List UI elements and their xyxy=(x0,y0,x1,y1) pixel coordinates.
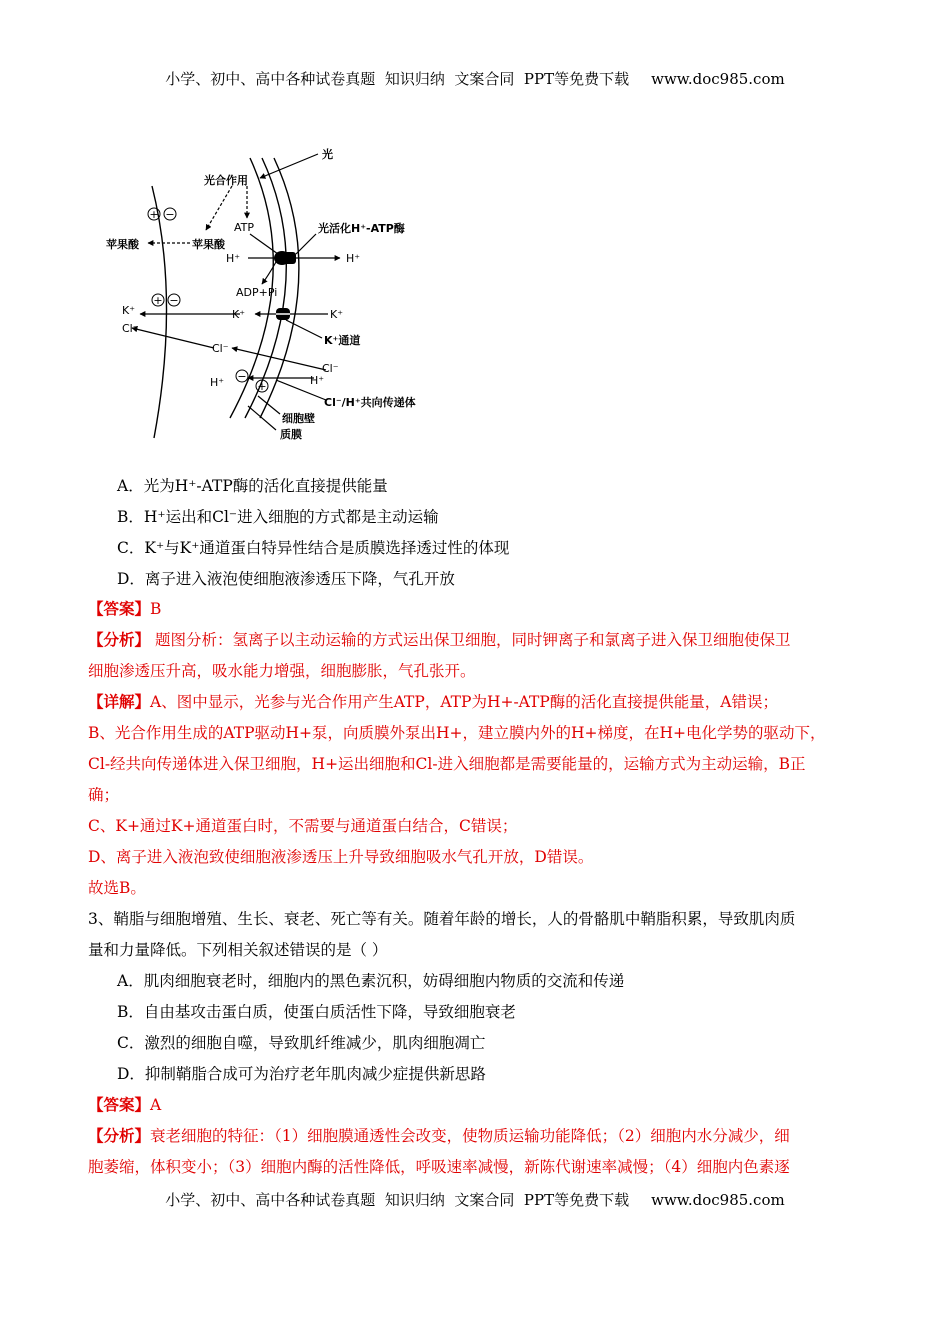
footer-url: www.doc985.com xyxy=(651,1191,785,1209)
label-atp: ATP xyxy=(234,221,255,234)
cl-in-arrow xyxy=(232,348,326,370)
label-cl-vacuole: Cl⁻ xyxy=(122,322,139,335)
vacuole-membrane-curve xyxy=(152,186,167,438)
q2-answer-line xyxy=(88,597,161,621)
q3-answer-tag: 【答案】 xyxy=(88,1095,151,1114)
q2-detail-line-6: D、离子进入液泡致使细胞液渗透压上升导致细胞吸水气孔开放，D错误。 xyxy=(88,848,594,866)
q3-stem-line-1: 3、鞘脂与细胞增殖、生长、衰老、死亡等有关。随着年龄的增长，人的骨骼肌中鞘脂积累，导致肌肉质 xyxy=(88,910,796,928)
label-k-channel: K⁺通道 xyxy=(324,334,361,347)
label-membrane: 质膜 xyxy=(280,428,302,441)
q2-analysis-line-2: 细胞渗透压升高，吸水能力增强，细胞膨胀，气孔张开。 xyxy=(88,662,476,680)
label-cl-outside: Cl⁻ xyxy=(322,362,339,375)
header-url: www.doc985.com xyxy=(651,70,785,88)
minus-charge-1: − xyxy=(165,208,175,221)
label-light: 光 xyxy=(322,148,333,161)
minus-charge-2: − xyxy=(169,294,179,307)
q2-option-b: B．H⁺运出和Cl⁻进入细胞的方式都是主动运输 xyxy=(117,508,439,526)
q2-analysis-line-1 xyxy=(88,628,790,652)
q3-answer-line xyxy=(88,1093,161,1117)
q2-detail-tag: 【详解】 xyxy=(88,692,151,711)
light-arrow xyxy=(260,154,318,178)
q2-detail-line-5: C、K+通过K+通道蛋白时，不需要与通道蛋白结合，C错误； xyxy=(88,817,518,835)
q2-answer-tag: 【答案】 xyxy=(88,599,151,618)
label-k-vacuole: K⁺ xyxy=(122,304,136,317)
page-footer xyxy=(0,1190,950,1210)
h-atpase-pump-body xyxy=(282,252,296,264)
minus-charge-3: − xyxy=(237,370,247,383)
q3-analysis-line-2: 胞萎缩，体积变小；（3）细胞内酶的活性降低，呼吸速率减慢，新陈代谢速率减慢；（4）细胞内色素逐 xyxy=(88,1158,790,1176)
label-photosynthesis: 光合作用 xyxy=(204,174,248,187)
footer-text: 小学、初中、高中各种试卷真题 知识归纳 文案合同 PPT等免费下载 xyxy=(165,1191,630,1209)
plus-charge-3: + xyxy=(257,380,267,393)
q2-analysis-tag: 【分析】 xyxy=(88,630,151,649)
q2-option-d: D．离子进入液泡使细胞液渗透压下降，气孔开放 xyxy=(117,570,455,588)
q3-option-a: A．肌肉细胞衰老时，细胞内的黑色素沉积，妨碍细胞内物质的交流和传递 xyxy=(117,972,625,990)
q2-detail-text-1: A、图中显示，光参与光合作用产生ATP，ATP为H+-ATP酶的活化直接提供能量，A错误； xyxy=(150,693,778,711)
label-k-outside: K⁺ xyxy=(330,308,344,321)
label-cell-wall: 细胞壁 xyxy=(282,412,315,425)
q2-detail-line-3: Cl-经共向传递体进入保卫细胞，H+运出细胞和Cl-进入细胞都是需要能量的，运输方式为主动运输，B正 xyxy=(88,755,806,773)
q3-option-b: B．自由基攻击蛋白质，使蛋白质活性下降，导致细胞衰老 xyxy=(117,1003,516,1021)
label-k-cytoplasm: K⁺ xyxy=(232,308,246,321)
label-h-cytoplasm: H⁺ xyxy=(226,252,241,265)
enzyme-pointer xyxy=(296,234,316,254)
page-header xyxy=(0,69,950,89)
q3-stem-line-2: 量和力量降低。下列相关叙述错误的是（ ） xyxy=(88,941,388,959)
q2-option-a: A．光为H⁺-ATP酶的活化直接提供能量 xyxy=(117,477,388,495)
q2-option-c: C．K⁺与K⁺通道蛋白特异性结合是质膜选择透过性的体现 xyxy=(117,539,510,557)
q2-analysis-text-1: 题图分析：氢离子以主动运输的方式运出保卫细胞，同时钾离子和氯离子进入保卫细胞使保卫 xyxy=(150,631,791,649)
label-adp: ADP+Pi xyxy=(236,286,278,299)
label-malate-vacuole: 苹果酸 xyxy=(106,238,139,251)
label-enzyme: 光活化H⁺-ATP酶 xyxy=(318,222,405,235)
plus-charge-2: + xyxy=(153,294,163,307)
photo-to-malate-arrow xyxy=(206,186,232,230)
q3-analysis-line-1 xyxy=(88,1124,790,1148)
q2-answer-value: B xyxy=(150,600,162,618)
q2-detail-line-1 xyxy=(88,690,778,714)
label-h-cytoplasm-2: H⁺ xyxy=(210,376,225,389)
q2-detail-line-4: 确； xyxy=(88,786,120,804)
q3-answer-value: A xyxy=(150,1096,162,1114)
label-cl-cytoplasm: Cl⁻ xyxy=(212,342,229,355)
membrane-pointer xyxy=(248,406,276,430)
atp-to-pump-line xyxy=(250,234,278,254)
q3-option-d: D．抑制鞘脂合成可为治疗老年肌肉减少症提供新思路 xyxy=(117,1065,486,1083)
q3-analysis-tag: 【分析】 xyxy=(88,1126,151,1145)
pump-to-adp-arrow xyxy=(262,262,276,284)
q2-detail-line-2: B、光合作用生成的ATP驱动H+泵，向质膜外泵出H+，建立膜内外的H+梯度，在H+电化学势的驱动下， xyxy=(88,724,826,742)
q2-conclusion: 故选B。 xyxy=(88,879,146,897)
label-malate-cytoplasm: 苹果酸 xyxy=(192,238,225,251)
plus-charge-1: + xyxy=(149,208,159,221)
cl-vacuole-arrow xyxy=(132,328,214,348)
label-symporter: Cl⁻/H⁺共向传递体 xyxy=(324,396,416,409)
header-text: 小学、初中、高中各种试卷真题 知识归纳 文案合同 PPT等免费下载 xyxy=(165,70,630,88)
stomata-ion-transport-diagram xyxy=(100,138,440,450)
label-h-outside-2: H⁺ xyxy=(310,374,325,387)
label-h-outside: H⁺ xyxy=(346,252,361,265)
q3-analysis-text-1: 衰老细胞的特征：（1）细胞膜通透性会改变，使物质运输功能降低；（2）细胞内水分减少，细 xyxy=(150,1127,790,1145)
q3-option-c: C．激烈的细胞自噬，导致肌纤维减少，肌肉细胞凋亡 xyxy=(117,1034,486,1052)
